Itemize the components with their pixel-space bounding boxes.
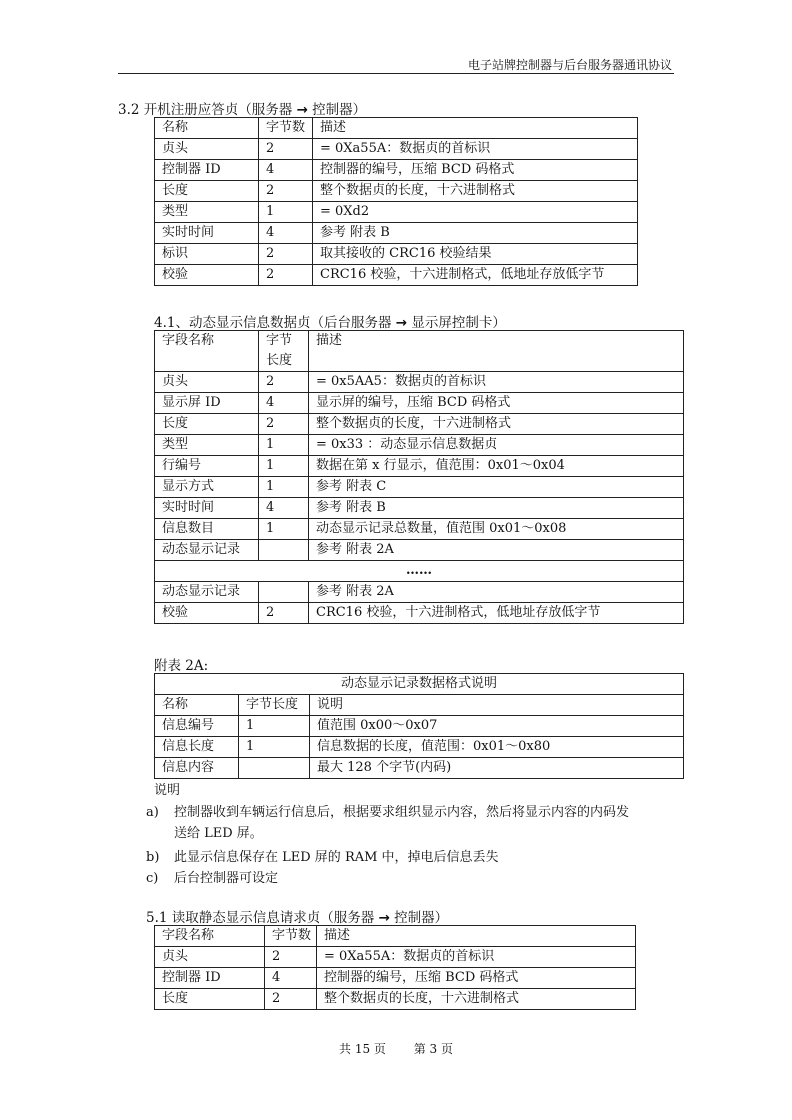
cell-desc: 参考 附表 B xyxy=(309,498,684,519)
table-row xyxy=(155,265,638,286)
cell-name: 显示方式 xyxy=(155,477,259,498)
cell-desc: CRC16 校验，十六进制格式，低地址存放低字节 xyxy=(313,265,638,286)
table-5-1 xyxy=(154,925,636,1010)
cell-desc: CRC16 校验，十六进制格式，低地址存放低字节 xyxy=(309,603,684,624)
table-appendix-2a xyxy=(154,673,684,779)
cell-name: 校验 xyxy=(155,603,259,624)
section-4-1-heading xyxy=(154,311,506,331)
cell-desc: 参考 附表 2A xyxy=(309,582,684,603)
cell-name: 信息内容 xyxy=(155,758,239,779)
cell-desc: 控制器的编号，压缩 BCD 码格式 xyxy=(313,160,638,181)
cell-name: 动态显示记录 xyxy=(155,540,259,561)
cell-name: 类型 xyxy=(155,202,259,223)
table-row xyxy=(155,244,638,265)
cell-name: 长度 xyxy=(155,989,265,1010)
table-row xyxy=(155,716,684,737)
notes-block xyxy=(154,781,694,801)
table-4-1 xyxy=(154,330,684,624)
col-header-bytes: 字节数 xyxy=(259,118,313,139)
cell-desc: 参考 附表 C xyxy=(309,477,684,498)
table-row xyxy=(155,519,684,540)
notes-title: 说明 xyxy=(154,783,181,798)
cell-name: 长度 xyxy=(155,181,259,202)
right-arrow-icon: → xyxy=(378,910,390,926)
list-item xyxy=(146,847,686,868)
col-header-desc: 描述 xyxy=(309,331,684,372)
cell-bytes: 1 xyxy=(259,477,309,498)
page-total: 共 15 页 xyxy=(339,1042,386,1056)
table-row xyxy=(155,540,684,561)
cell-name: 贞头 xyxy=(155,947,265,968)
cell-name: 标识 xyxy=(155,244,259,265)
page-footer xyxy=(0,1040,792,1057)
cell-desc: = 0Xd2 xyxy=(313,202,638,223)
section-5-1-heading xyxy=(146,906,448,926)
table-row xyxy=(155,372,684,393)
table-row xyxy=(155,477,684,498)
ellipsis-cell: …… xyxy=(155,561,684,582)
right-arrow-icon: → xyxy=(296,102,308,118)
cell-bytes: 4 xyxy=(259,160,313,181)
cell-bytes: 1 xyxy=(259,456,309,477)
cell-name: 信息编号 xyxy=(155,716,239,737)
cell-bytes: 2 xyxy=(259,372,309,393)
table-row xyxy=(155,758,684,779)
cell-desc: 整个数据贞的长度，十六进制格式 xyxy=(309,414,684,435)
cell-name: 信息数目 xyxy=(155,519,259,540)
col-header-name: 名称 xyxy=(155,118,259,139)
table-title-row xyxy=(155,674,684,695)
cell-name: 类型 xyxy=(155,435,259,456)
section-3-2-heading-text: 3.2 开机注册应答贞（服务器 xyxy=(118,102,297,118)
cell-name: 长度 xyxy=(155,414,259,435)
table-row xyxy=(155,737,684,758)
table-row xyxy=(155,435,684,456)
section-5-1-heading-text: 5.1 读取静态显示信息请求贞（服务器 xyxy=(146,910,379,926)
note-marker: a) xyxy=(146,805,159,820)
table-row xyxy=(155,160,638,181)
cell-desc: 数据在第 x 行显示，值范围：0x01～0x04 xyxy=(309,456,684,477)
cell-desc: = 0Xa55A：数据贞的首标识 xyxy=(313,139,638,160)
running-header-title: 电子站牌控制器与后台服务器通讯协议 xyxy=(467,58,672,72)
cell-desc: 最大 128 个字节(内码) xyxy=(310,758,684,779)
cell-name: 实时时间 xyxy=(155,498,259,519)
notes-list xyxy=(146,802,686,889)
cell-bytes: 4 xyxy=(259,393,309,414)
cell-bytes: 2 xyxy=(259,139,313,160)
col-header-name: 名称 xyxy=(155,695,239,716)
table-row xyxy=(155,202,638,223)
section-4-1-heading-text: 4.1、动态显示信息数据贞（后台服务器 xyxy=(154,315,396,331)
cell-bytes: 1 xyxy=(259,435,309,456)
cell-name: 控制器 ID xyxy=(155,160,259,181)
section-4-1-heading-text-end: 显示屏控制卡） xyxy=(407,315,506,331)
section-3-2-heading xyxy=(118,98,366,118)
cell-name: 显示屏 ID xyxy=(155,393,259,414)
note-text-line1: 后台控制器可设定 xyxy=(174,871,279,886)
cell-bytes xyxy=(259,540,309,561)
col-header-desc: 描述 xyxy=(317,926,636,947)
cell-bytes: 4 xyxy=(265,968,317,989)
cell-desc: = 0x33 ：动态显示信息数据贞 xyxy=(309,435,684,456)
table-row xyxy=(155,582,684,603)
cell-name: 动态显示记录 xyxy=(155,582,259,603)
cell-name: 实时时间 xyxy=(155,223,259,244)
page-number: 第 3 页 xyxy=(413,1042,453,1056)
note-marker: c) xyxy=(146,871,159,886)
right-arrow-icon: → xyxy=(395,315,408,331)
table-row xyxy=(155,968,636,989)
table-row xyxy=(155,603,684,624)
col-header-bytes: 字节数 xyxy=(265,926,317,947)
cell-bytes: 2 xyxy=(259,181,313,202)
cell-name: 行编号 xyxy=(155,456,259,477)
cell-desc: 整个数据贞的长度，十六进制格式 xyxy=(313,181,638,202)
note-text-line2: 送给 LED 屏。 xyxy=(174,826,263,841)
ellipsis-row xyxy=(155,561,684,582)
cell-desc: 整个数据贞的长度，十六进制格式 xyxy=(317,989,636,1010)
section-5-1-heading-text-end: 控制器） xyxy=(389,910,449,926)
header-rule xyxy=(118,73,674,74)
cell-bytes: 2 xyxy=(259,265,313,286)
cell-bytes: 1 xyxy=(239,737,310,758)
cell-desc: 取其接收的 CRC16 校验结果 xyxy=(313,244,638,265)
cell-bytes: 2 xyxy=(265,989,317,1010)
col-header-byte-length xyxy=(259,331,309,372)
table-header-row xyxy=(155,695,684,716)
cell-bytes: 2 xyxy=(259,603,309,624)
note-text-line1: 此显示信息保存在 LED 屏的 RAM 中，掉电后信息丢失 xyxy=(174,850,499,865)
cell-name: 校验 xyxy=(155,265,259,286)
cell-bytes: 2 xyxy=(265,947,317,968)
table-row xyxy=(155,947,636,968)
cell-bytes: 2 xyxy=(259,414,309,435)
col-header-byte-line2: 长度 xyxy=(266,353,293,368)
table-header-row xyxy=(155,926,636,947)
col-header-field-name: 字段名称 xyxy=(155,331,259,372)
table-row xyxy=(155,989,636,1010)
table-row xyxy=(155,393,684,414)
cell-desc: 参考 附表 2A xyxy=(309,540,684,561)
cell-bytes: 4 xyxy=(259,223,313,244)
cell-desc: 信息数据的长度，值范围：0x01～0x80 xyxy=(310,737,684,758)
table-row xyxy=(155,223,638,244)
cell-desc: 显示屏的编号，压缩 BCD 码格式 xyxy=(309,393,684,414)
cell-desc: 参考 附表 B xyxy=(313,223,638,244)
col-header-field-name: 字段名称 xyxy=(155,926,265,947)
col-header-byte-length: 字节长度 xyxy=(239,695,310,716)
cell-name: 贞头 xyxy=(155,139,259,160)
table-row xyxy=(155,181,638,202)
cell-name: 信息长度 xyxy=(155,737,239,758)
col-header-desc: 描述 xyxy=(313,118,638,139)
cell-bytes: 1 xyxy=(259,202,313,223)
cell-bytes: 4 xyxy=(259,498,309,519)
table-row xyxy=(155,139,638,160)
cell-desc: = 0x5AA5：数据贞的首标识 xyxy=(309,372,684,393)
cell-desc: 值范围 0x00～0x07 xyxy=(310,716,684,737)
cell-desc: 控制器的编号，压缩 BCD 码格式 xyxy=(317,968,636,989)
list-item xyxy=(146,868,686,889)
table-3-2 xyxy=(154,117,638,286)
cell-bytes: 1 xyxy=(259,519,309,540)
table-title: 动态显示记录数据格式说明 xyxy=(155,674,684,695)
table-header-row xyxy=(155,118,638,139)
cell-name: 贞头 xyxy=(155,372,259,393)
cell-desc: 动态显示记录总数量，值范围 0x01～0x08 xyxy=(309,519,684,540)
appendix-2a-label: 附表 2A: xyxy=(154,658,209,674)
list-item xyxy=(146,802,686,844)
col-header-desc: 说明 xyxy=(310,695,684,716)
cell-bytes: 1 xyxy=(239,716,310,737)
cell-name: 控制器 ID xyxy=(155,968,265,989)
section-3-2-heading-text-end: 控制器） xyxy=(307,102,367,118)
cell-desc: = 0Xa55A：数据贞的首标识 xyxy=(317,947,636,968)
cell-bytes xyxy=(239,758,310,779)
cell-bytes: 2 xyxy=(259,244,313,265)
note-text-line1: 控制器收到车辆运行信息后，根据要求组织显示内容，然后将显示内容的内码发 xyxy=(174,805,630,820)
col-header-byte-line1: 字节 xyxy=(266,333,293,348)
table-row xyxy=(155,456,684,477)
table-header-row xyxy=(155,331,684,372)
note-marker: b) xyxy=(146,850,160,865)
table-row xyxy=(155,498,684,519)
cell-bytes xyxy=(259,582,309,603)
table-row xyxy=(155,414,684,435)
